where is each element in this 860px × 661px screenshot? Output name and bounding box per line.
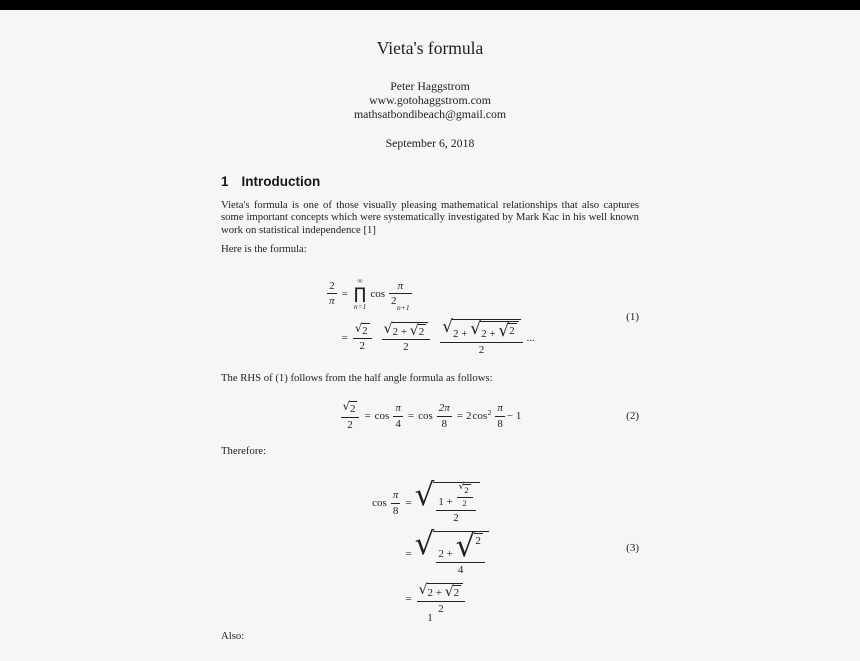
radical-sign: √: [414, 476, 435, 513]
fraction: √ 2 + √ 2 + √ 2 2: [440, 319, 522, 356]
fraction: 1 + √ 2 2 2: [436, 484, 475, 524]
fraction: √ 2 + √ 2 2: [417, 583, 466, 615]
eq3-rhs-line3: [402, 583, 467, 615]
fraction: $\frac{\pi}{8}$: [392, 488, 399, 517]
section-title: Introduction: [241, 174, 321, 189]
fraction: 2 + √ 2 4: [436, 533, 484, 576]
page-number: 1: [427, 612, 433, 624]
radical-sign: √: [442, 317, 454, 338]
fraction-bar: [437, 416, 452, 417]
equals-sign: =: [407, 410, 415, 423]
also-text: Also:: [221, 630, 245, 643]
section-heading: [221, 174, 639, 189]
fraction-bar: [391, 503, 401, 504]
fraction: $\frac{\pi}{4}$: [395, 402, 401, 431]
radical: √ 2 + √ 2: [384, 322, 429, 338]
author-website: www.gotohaggstrom.com: [369, 93, 491, 107]
equation-1: [221, 277, 639, 356]
equals-sign: =: [341, 287, 348, 300]
fraction-bar: [382, 339, 431, 340]
equation-2-math: [339, 401, 522, 431]
infinity-symbol: ∞: [357, 276, 363, 286]
eq1-rhs-line1: [339, 277, 414, 310]
radical-sign: √: [470, 319, 482, 340]
eq1-rhs-line2: [339, 319, 535, 356]
radical: √ 2 + √ 2: [470, 321, 518, 340]
fraction-bar: [393, 416, 403, 417]
radical-sign: √: [354, 320, 363, 335]
radical: √ 2: [409, 322, 425, 339]
equals-sign: =: [405, 593, 412, 606]
radical: [414, 526, 489, 576]
equation-1-label: (1): [626, 310, 639, 323]
formula-lead: Here is the formula:: [221, 242, 307, 255]
radical-sign: √: [498, 321, 510, 342]
fraction-bar: [327, 293, 337, 294]
fraction-bar: [389, 293, 412, 294]
fraction-bar: [436, 510, 475, 511]
cos-operator: cos: [372, 496, 387, 509]
radical: [414, 476, 480, 524]
radical: √ 2: [498, 321, 515, 342]
fraction-bar: [436, 562, 484, 563]
radical: √ 2 + √ 2: [419, 583, 464, 599]
product-lower-limit: n=1: [353, 301, 367, 311]
radical-sign: √: [458, 481, 465, 492]
ellipsis: ...: [526, 331, 535, 344]
exponent: 2: [487, 407, 492, 417]
paper-title: Vieta's formula: [376, 38, 484, 58]
fraction: √ 2 2: [341, 401, 360, 431]
fraction: √ 2 2: [457, 484, 473, 509]
therefore-text: Therefore:: [221, 445, 267, 458]
radical-sign: √: [383, 320, 393, 337]
coefficient: 2: [465, 410, 472, 423]
eq3-rhs-line2: [402, 526, 488, 576]
author-email: mathsatbondibeach@gmail.com: [353, 107, 507, 121]
radical: √ 2 + √ 2 + √ 2: [442, 319, 520, 340]
rhs-note: The RHS of (1) follows from the half angle formula as follows:: [221, 372, 493, 384]
top-black-bar: [0, 0, 860, 10]
fraction-bar: [417, 601, 466, 602]
radical: √ 2: [354, 320, 368, 337]
fraction: √ 2 + √ 2 2: [382, 322, 431, 354]
eq1-lhs: [325, 280, 339, 308]
intro-paragraph: Vieta's formula is one of those visually pleasing mathematical relationships that also captures some important concepts which were systematically investigated by Mark Kac in his well known work on statistical independence [1]: [221, 199, 639, 236]
radical-sign: √: [342, 399, 350, 414]
paper-date: September 6, 2018: [385, 136, 475, 150]
cos-operator: cos: [370, 287, 386, 300]
equation-1-math: [325, 277, 535, 356]
equation-3-label: (3): [626, 542, 639, 555]
cos-operator: cos: [374, 410, 390, 423]
radical-sign: √: [444, 584, 454, 601]
fraction: π 2 n+1: [391, 279, 410, 312]
equation-3: [221, 476, 639, 616]
equation-2-label: (2): [626, 410, 639, 423]
fraction-bar: [495, 416, 505, 417]
fraction: $\frac{\pi}{8}$: [497, 402, 503, 431]
author-block: [0, 79, 860, 121]
product-operator: [354, 277, 367, 310]
fraction-bar: [341, 417, 360, 418]
radical-sign: √: [409, 322, 419, 339]
cos-operator: $\cos^2$: [472, 407, 492, 423]
fraction-bar: [353, 338, 372, 339]
equation-2: [221, 401, 639, 431]
equals-sign: =: [405, 547, 412, 560]
section-number: 1: [221, 174, 229, 189]
equals-sign: =: [341, 331, 348, 344]
minus-one-term: − 1: [506, 410, 522, 423]
eq3-lhs: [371, 489, 402, 517]
radical-sign: √: [418, 582, 428, 599]
radical: √ 2: [444, 584, 460, 601]
eq3-rhs-line1: [402, 476, 479, 524]
fraction: $\frac{2\pi}{8}$: [438, 402, 450, 431]
equation-3-math: [371, 476, 489, 616]
equals-sign: =: [456, 410, 463, 423]
cos-operator: cos: [418, 410, 433, 423]
radical: √ 2: [455, 528, 481, 565]
product-symbol: ∏: [354, 283, 367, 303]
radical-sign: √: [414, 526, 435, 563]
fraction: √ 2 2: [353, 323, 372, 353]
fraction: $\frac{2}{\pi}$: [329, 279, 335, 308]
author-name: Peter Haggstrom: [390, 79, 470, 93]
radical-sign: √: [455, 528, 476, 565]
radical: √ 2: [342, 399, 356, 416]
radical: √ 2: [458, 481, 469, 495]
equals-sign: =: [364, 410, 371, 423]
text-column: [221, 174, 639, 643]
equals-sign: =: [405, 496, 412, 509]
fraction-bar: [440, 342, 522, 343]
